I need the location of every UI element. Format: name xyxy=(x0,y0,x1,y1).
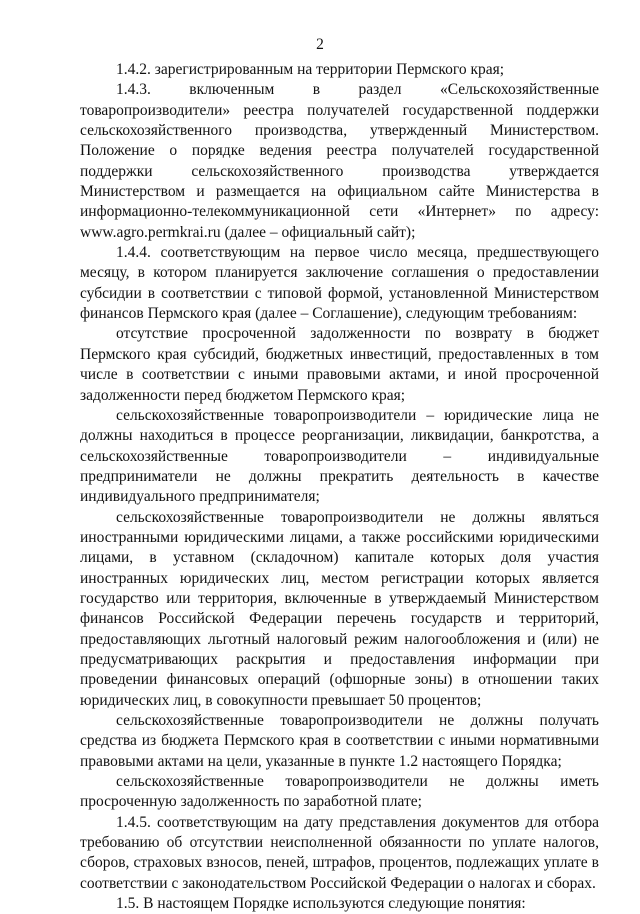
paragraph-1-4-2: 1.4.2. зарегистрированным на территории Пермского края; xyxy=(116,61,505,78)
requirement-not-foreign-entity: сельскохозяйственные товаропроизводители не должны являться иностранными юридическими лицами, а также российскими юридическими лицами, в уставном (складочном) капитале которых доля участия иностранных юридических лиц, местом регистрации которых является государство или территория, включенные в утверждаемый Министерством финансов Российской Федерации перечень государств и территорий, предоставляющих льготный налоговый режим налогообложения и (или) не предусматривающих раскрытия и предоставления информации при проведении финансовых операций (офшорные зоны) в отношении таких юридических лиц, в совокупности превышает 50 процентов; xyxy=(80,508,599,709)
paragraph-1-4-5: 1.4.5. соответствующим на дату представления документов для отбора требованию об отсутствии неисполненной обязанности по уплате налогов, сборов, страховых взносов, пеней, штрафов, процентов, подлежащих уплате в соответствии с законодательством Российской Федерации о налогах и сборах. xyxy=(80,813,599,892)
requirement-no-other-funds: сельскохозяйственные товаропроизводители не должны получать средства из бюджета Пермского края в соответствии с иными нормативными правовыми актами на цели, указанные в пункте 1.2 настоящего Порядка; xyxy=(80,712,599,770)
paragraph-1-4-4: 1.4.4. соответствующим на первое число месяца, предшествующего месяцу, в котором планируется заключение соглашения о предоставлении субсидии в соответствии с типовой формой, установленной Министерством финансов Пермского края (далее – Соглашение), следующим требованиям: xyxy=(80,244,599,323)
page-number: 2 xyxy=(316,36,324,53)
paragraph-1-4-3: 1.4.3. включенным в раздел «Сельскохозяйственные товаропроизводители» реестра получателей государственной поддержки сельскохозяйственного производства, утвержденный Министерством. Положение о порядке ведения реестра получателей государственной поддержки сельскохозяйственного производства утверждается Министерством и размещается на официальном сайте Министерства в информационно-телекоммуникационной сети «Интернет» по адресу: www.agro.permkrai.ru (далее – официальный сайт); xyxy=(80,81,599,241)
requirement-no-wage-arrears: сельскохозяйственные товаропроизводители не должны иметь просроченную задолженность по заработной плате; xyxy=(80,773,599,811)
requirement-no-reorganization: сельскохозяйственные товаропроизводители – юридические лица не должны находиться в процессе реорганизации, ликвидации, банкротства, а сельскохозяйственные товаропроизводители – индивидуальные предприниматели не должны прекратить деятельность в качестве индивидуального предпринимателя; xyxy=(80,406,599,506)
requirement-no-overdue-debt: отсутствие просроченной задолженности по возврату в бюджет Пермского края субсидий, бюджетных инвестиций, предоставленных в том числе в соответствии с иными правовыми актами, и иной просроченной задолженности перед бюджетом Пермского края; xyxy=(80,325,599,404)
document-body xyxy=(80,60,599,914)
paragraph-1-5: 1.5. В настоящем Порядке используются следующие понятия: xyxy=(116,895,526,913)
